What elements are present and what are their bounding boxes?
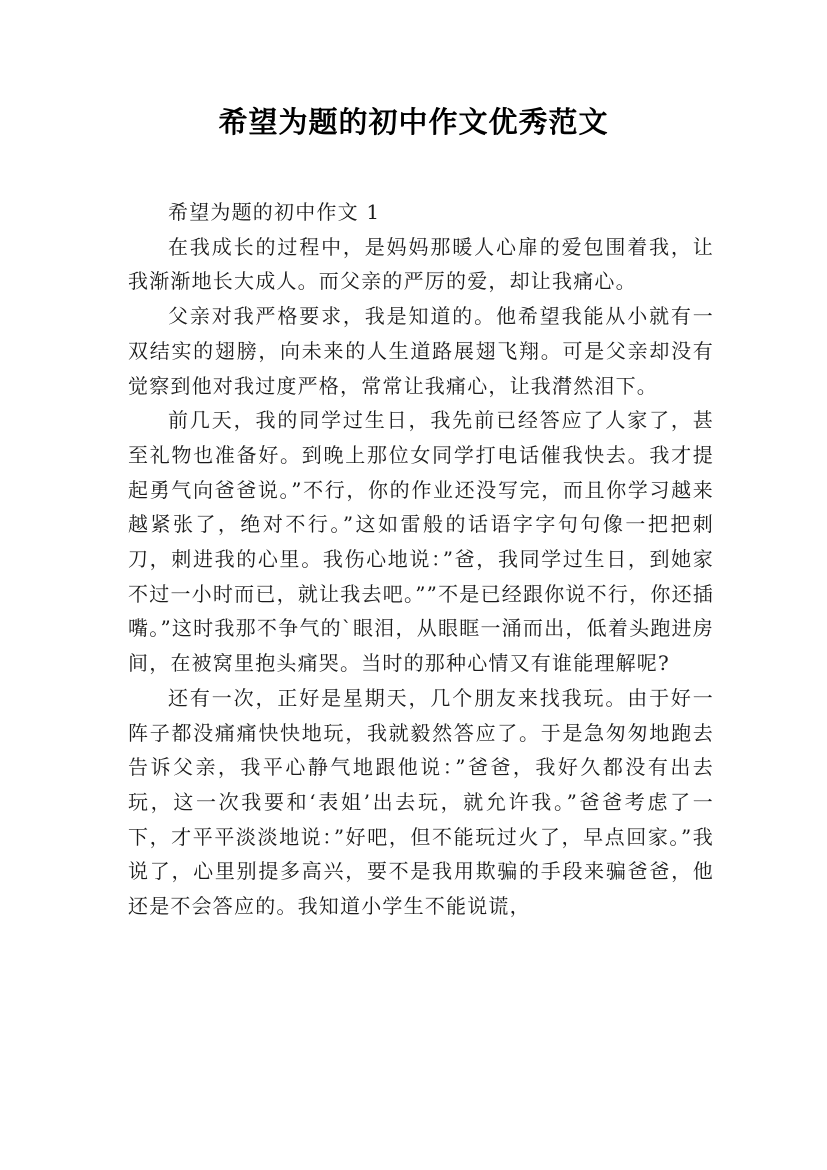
paragraph: 前几天，我的同学过生日，我先前已经答应了人家了，甚至礼物也准备好。到晚上那位女同学打电话催我快去。我才提起勇气向爸爸说。”不行，你的作业还没写完，而且你学习越来越紧张了，绝对不行。”这如雷般的话语字字句句像一把把刺刀，刺进我的心里。我伤心地说：”爸，我同学过生日，到她家不过一小时而已，就让我去吧。””不是已经跟你说不行，你还插嘴。”这时我那不争气的`眼泪，从眼眶一涌而出，低着头跑进房间，在被窝里抱头痛哭。当时的那种心情又有谁能理解呢? xyxy=(128,408,714,676)
paragraph: 父亲对我严格要求，我是知道的。他希望我能从小就有一双结实的翅膀，向未来的人生道路展翅飞翔。可是父亲却没有觉察到他对我过度严格，常常让我痛心，让我潸然泪下。 xyxy=(128,304,714,398)
paragraph: 在我成长的过程中，是妈妈那暖人心扉的爱包围着我，让我渐渐地长大成人。而父亲的严厉的爱，却让我痛心。 xyxy=(128,234,714,294)
paragraph: 还有一次，正好是星期天，几个朋友来找我玩。由于好一阵子都没痛痛快快地玩，我就毅然答应了。于是急匆匆地跑去告诉父亲，我平心静气地跟他说：”爸爸，我好久都没有出去玩，这一次我要和‘表姐’出去玩，就允许我。”爸爸考虑了一下，才平平淡淡地说：”好吧，但不能玩过火了，早点回家。”我说了，心里别提多高兴，要不是我用欺骗的手段来骗爸爸，他还是不会答应的。我知道小学生不能说谎， xyxy=(128,685,714,919)
document-title: 希望为题的初中作文优秀范文 xyxy=(218,105,609,139)
document-body xyxy=(128,195,714,924)
section-subheading: 希望为题的初中作文 1 xyxy=(168,200,381,224)
